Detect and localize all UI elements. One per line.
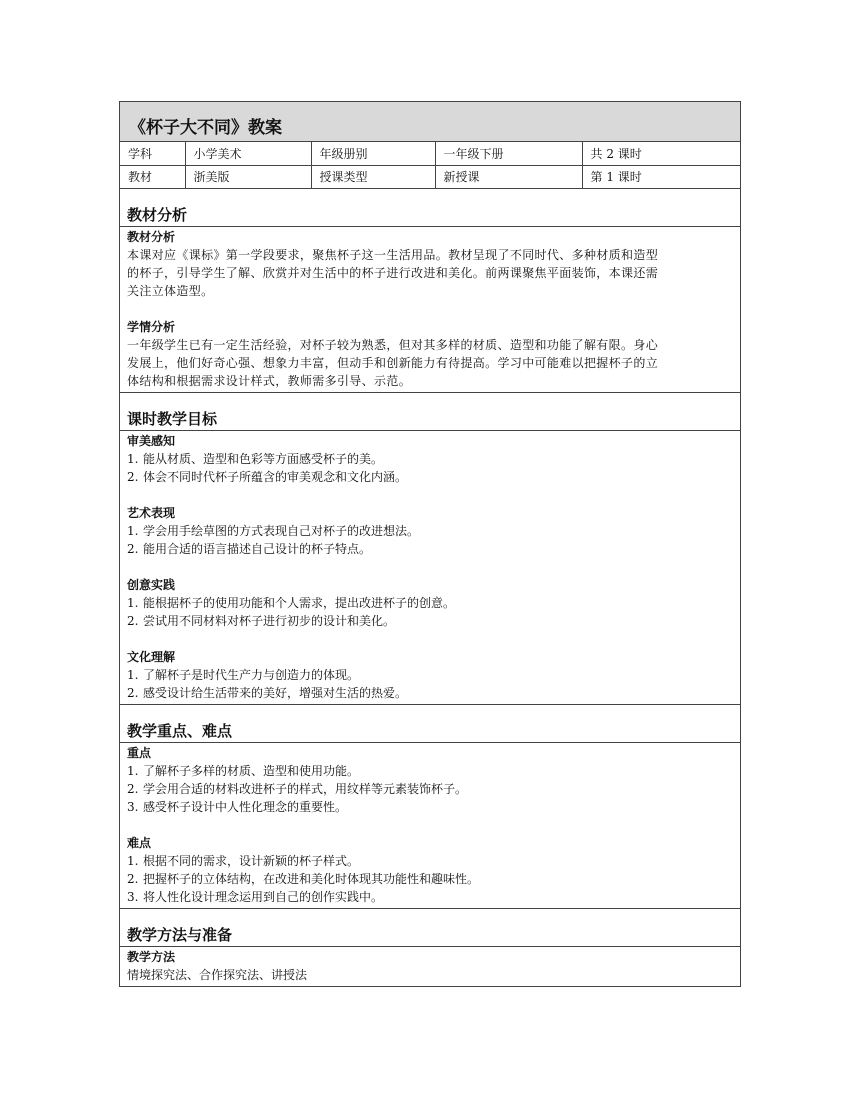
list-item: 1. 根据不同的需求，设计新颖的杯子样式。 (127, 853, 360, 868)
list-item: 2. 学会用合适的材料改进杯子的样式，用纹样等元素装饰杯子。 (127, 781, 468, 796)
subsection-label: 教学方法 (127, 949, 176, 964)
section-body-methods (120, 947, 740, 986)
list-item: 2. 把握杯子的立体结构，在改进和美化时体现其功能性和趣味性。 (127, 871, 480, 886)
document-title: 《杯子大不同》教案 (129, 118, 282, 138)
info-cell: 浙美版 (185, 165, 311, 188)
subsection-label: 难点 (127, 835, 152, 850)
info-cell: 年级册别 (311, 142, 435, 165)
info-row-subject (120, 142, 740, 165)
list-item: 2. 尝试用不同材料对杯子进行初步的设计和美化。 (127, 613, 396, 628)
paragraph-line: 体结构和根据需求设计样式，教师需多引导、示范。 (127, 373, 412, 388)
section-title: 教学重点、难点 (127, 721, 233, 740)
section-body-goals (120, 431, 740, 705)
info-cell: 新授课 (435, 165, 582, 188)
list-item: 1. 能从材质、造型和色彩等方面感受杯子的美。 (127, 451, 384, 466)
list-item: 3. 感受杯子设计中人性化理念的重要性。 (127, 799, 348, 814)
lesson-plan-document (119, 101, 741, 987)
list-item: 2. 体会不同时代杯子所蕴含的审美观念和文化内涵。 (127, 469, 408, 484)
paragraph-line: 关注立体造型。 (127, 283, 214, 298)
list-item: 1. 了解杯子多样的材质、造型和使用功能。 (127, 763, 360, 778)
info-cell: 小学美术 (185, 142, 311, 165)
subsection-label: 文化理解 (127, 649, 176, 664)
subsection-label: 学情分析 (127, 319, 176, 334)
section-body-analysis (120, 227, 740, 393)
section-header-keypoints (120, 705, 740, 743)
section-header-analysis (120, 189, 740, 227)
section-body-keypoints (120, 743, 740, 909)
methods-text: 情境探究法、合作探究法、讲授法 (127, 967, 308, 982)
list-item: 2. 感受设计给生活带来的美好，增强对生活的热爱。 (127, 685, 408, 700)
info-table (120, 142, 740, 189)
subsection-label: 教材分析 (127, 229, 176, 244)
info-cell: 第 1 课时 (582, 165, 740, 188)
list-item: 1. 学会用手绘草图的方式表现自己对杯子的改进想法。 (127, 523, 420, 538)
paragraph-line: 本课对应《课标》第一学段要求，聚焦杯子这一生活用品。教材呈现了不同时代、多种材质和造型 (127, 247, 659, 262)
list-item: 2. 能用合适的语言描述自己设计的杯子特点。 (127, 541, 372, 556)
paragraph-line: 一年级学生已有一定生活经验，对杯子较为熟悉，但对其多样的材质、造型和功能了解有限。身心 (127, 337, 659, 352)
info-cell: 学科 (120, 142, 185, 165)
info-cell: 一年级下册 (435, 142, 582, 165)
subsection-label: 重点 (127, 745, 152, 760)
info-cell: 共 2 课时 (582, 142, 740, 165)
section-header-goals (120, 393, 740, 431)
info-cell: 授课类型 (311, 165, 435, 188)
paragraph-line: 发展上，他们好奇心强、想象力丰富，但动手和创新能力有待提高。学习中可能难以把握杯子的立 (127, 355, 659, 370)
subsection-label: 审美感知 (127, 433, 176, 448)
section-title: 课时教学目标 (127, 409, 218, 428)
list-item: 1. 了解杯子是时代生产力与创造力的体现。 (127, 667, 360, 682)
section-title: 教学方法与准备 (127, 925, 233, 944)
list-item: 3. 将人性化设计理念运用到自己的创作实践中。 (127, 889, 384, 904)
list-item: 1. 能根据杯子的使用功能和个人需求，提出改进杯子的创意。 (127, 595, 456, 610)
section-title: 教材分析 (127, 205, 188, 224)
subsection-label: 艺术表现 (127, 505, 176, 520)
info-cell: 教材 (120, 165, 185, 188)
section-header-methods (120, 909, 740, 947)
info-row-textbook (120, 165, 740, 188)
subsection-label: 创意实践 (127, 577, 176, 592)
title-bar (120, 102, 740, 142)
paragraph-line: 的杯子，引导学生了解、欣赏并对生活中的杯子进行改进和美化。前两课聚焦平面装饰，本课还需 (127, 265, 659, 280)
